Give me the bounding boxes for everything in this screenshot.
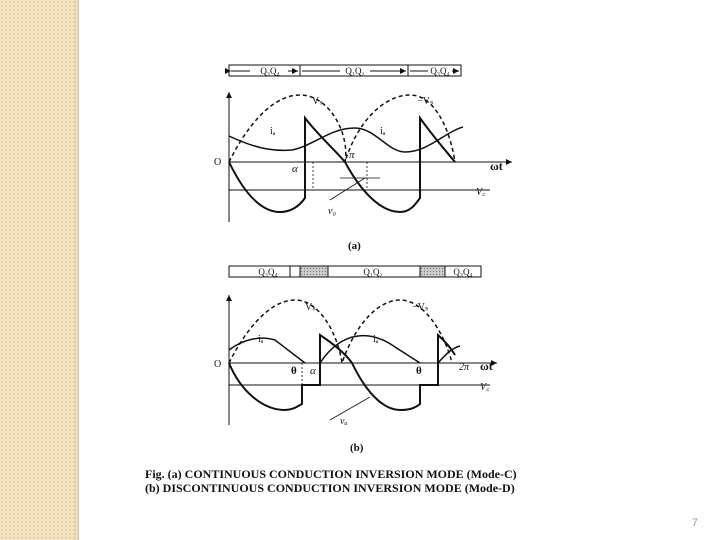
figure-b-vc-label: V꜀: [480, 382, 490, 393]
figure-b-theta-label-1: θ: [291, 365, 297, 377]
figure-b-dead-zone-1: [300, 266, 328, 277]
figure-a-neg-vs-label: −Vₛ: [417, 96, 434, 107]
figure-b-segment-2: Q₁Q₂: [363, 267, 383, 277]
figure-a-v0-label: v₀: [328, 206, 336, 217]
figure-b-vs-label: Vₛ: [305, 302, 316, 313]
figure-a-vc-label: V꜀: [476, 187, 486, 198]
figure-b-neg-vs-label: −Vₛ: [412, 302, 429, 313]
figure-a-segment-2: Q₁Q₂: [345, 66, 365, 76]
figure-caption-line-1: Fig. (a) CONTINUOUS CONDUCTION INVERSION MODE (Mode-C): [145, 467, 517, 481]
figure-b-vd-label: vₐ: [340, 416, 348, 427]
figure-b-axes: [229, 295, 497, 425]
figure-a-axes: [229, 92, 512, 222]
figure-b-dead-zone-2: [420, 266, 445, 277]
figure-a-alpha-label: α: [292, 163, 298, 175]
figure-b-segment-3: Q₃Q₄: [453, 267, 473, 277]
figure-a-origin-label: O: [214, 157, 222, 168]
figure-a-segment-1: Q₃Q₄: [260, 66, 280, 76]
figure-caption: [145, 467, 615, 495]
figure-a-segment-3: Q₃Q₄: [430, 66, 450, 76]
figure-caption-line-2: (b) DISCONTINUOUS CONDUCTION INVERSION MODE (Mode-D): [145, 481, 515, 495]
figure-a-pi-label: π: [349, 149, 355, 161]
figure-b-id-label-1: iₐ: [258, 334, 264, 345]
page-number: 7: [691, 517, 698, 529]
figure-b-segment-1: Q₃Q₄: [258, 267, 278, 277]
figure-b-id-label-2: iₐ: [373, 334, 379, 345]
figure-a-caption: (a): [348, 240, 361, 252]
figure-b-theta-label-2: θ: [416, 365, 422, 377]
figure-a-v0-leader: [330, 178, 365, 200]
figure-b-alpha-label: α: [310, 365, 316, 377]
figure-a-id-label-1: iₐ: [270, 126, 276, 137]
figure-b-load-current: [229, 336, 460, 363]
figure-a: [214, 65, 512, 252]
figure-a-wt-label: ωt: [490, 159, 503, 173]
figure-b-two-pi-label: 2π: [459, 362, 470, 373]
figure-b-caption: (b): [350, 442, 364, 454]
figure-b-wt-label: ωt: [480, 359, 493, 373]
figure-b-vd-leader: [330, 397, 370, 420]
figure-b-origin-label: O: [214, 359, 222, 370]
figure-b: [214, 266, 497, 454]
figure-a-id-label-2: iₐ: [380, 126, 386, 137]
figure-a-alpha-markers: [313, 162, 367, 190]
figure-a-vs-label: Vₛ: [312, 96, 323, 107]
